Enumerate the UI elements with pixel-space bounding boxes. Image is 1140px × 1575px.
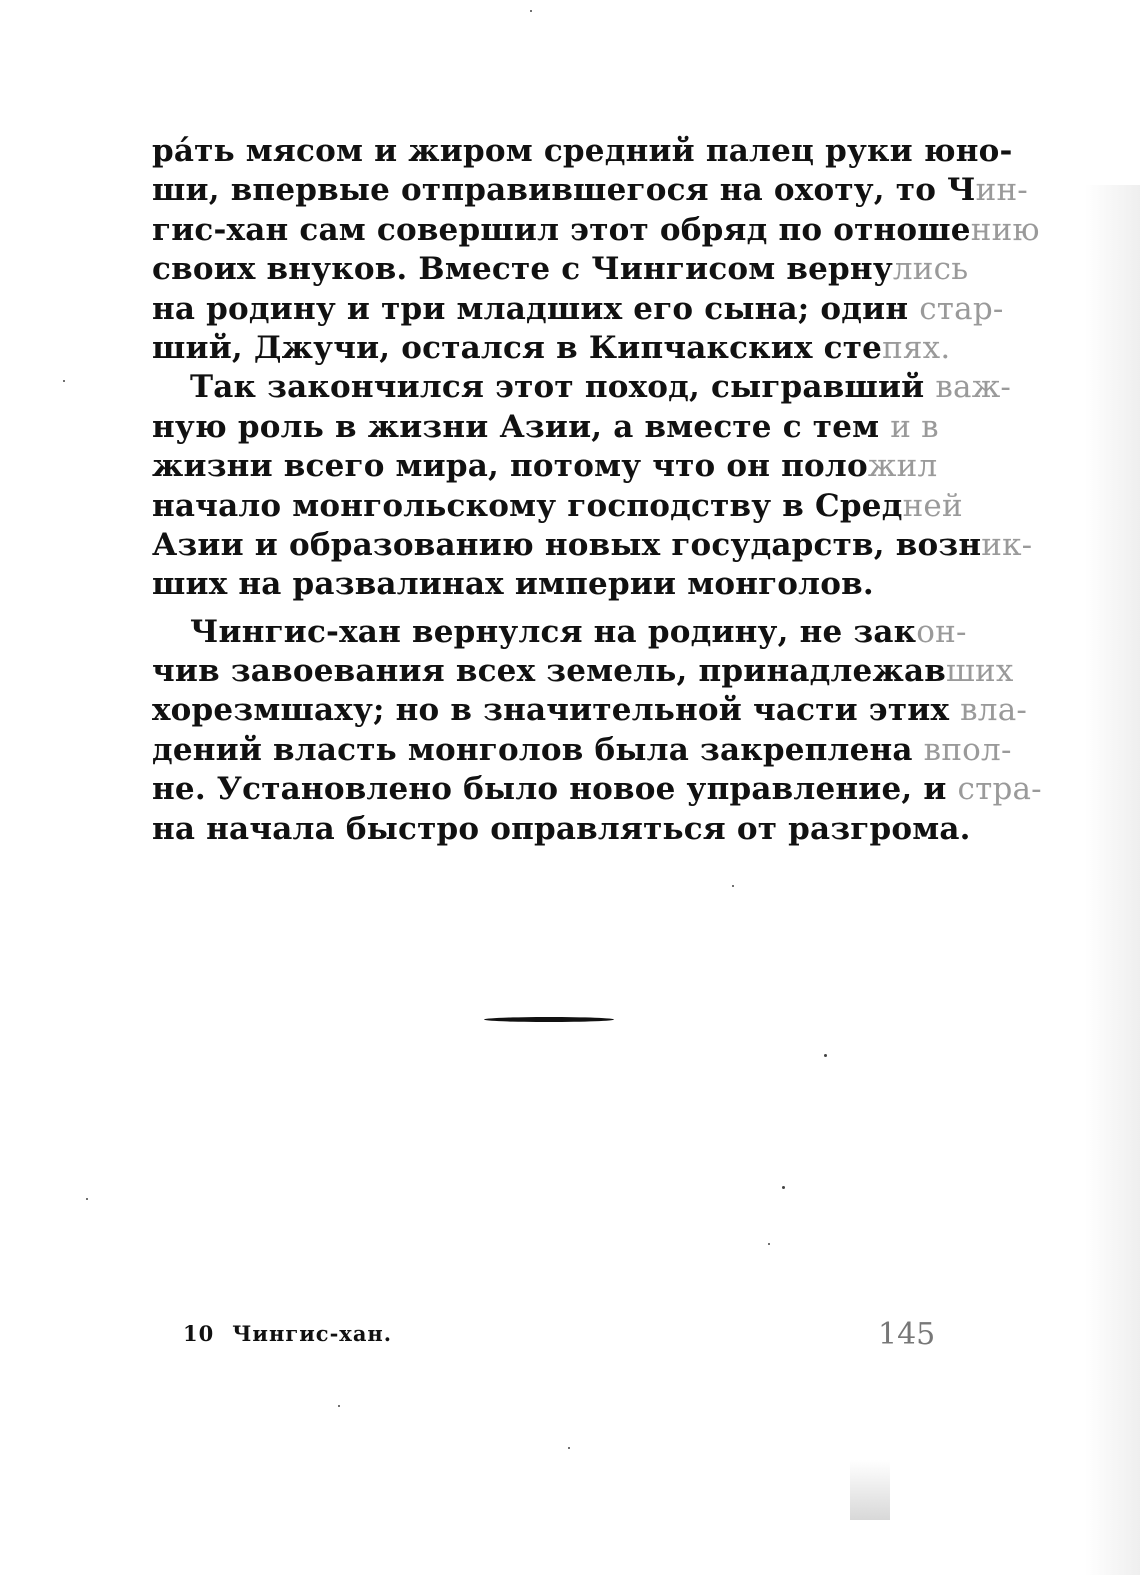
text-line-11: Азии и образованию новых государств, возник- bbox=[152, 526, 1033, 563]
text-line-12: ших на развалинах империи монголов. bbox=[152, 566, 874, 603]
scan-speck bbox=[782, 1186, 785, 1189]
scan-speck bbox=[63, 380, 65, 382]
signature-title: Чингис-хан. bbox=[232, 1321, 393, 1346]
signature-mark bbox=[183, 1321, 392, 1346]
text-line-3: гис-хан сам совершил этот обряд по отношению bbox=[152, 211, 1040, 248]
text-line-4: своих внуков. Вместе с Чингисом вернулись bbox=[152, 251, 969, 288]
scan-speck bbox=[530, 10, 532, 12]
text-line-17: не. Установлено было новое управление, и стра- bbox=[152, 771, 1042, 808]
text-line-2: ши, впервые отправившегося на охоту, то Чин- bbox=[152, 172, 1028, 209]
chapter-end-rule bbox=[484, 1017, 614, 1022]
scan-speck bbox=[824, 1054, 827, 1057]
text-line-16: дений власть монголов была закреплена впол- bbox=[152, 731, 1012, 768]
scan-speck bbox=[86, 1198, 88, 1200]
signature-number: 10 bbox=[183, 1321, 215, 1346]
text-line-5: на родину и три младших его сына; один стар- bbox=[152, 290, 1004, 327]
scan-speck bbox=[732, 885, 734, 887]
text-line-15: хорезмшаху; но в значительной части этих вла- bbox=[152, 692, 1028, 729]
text-line-7: Так закончился этот поход, сыгравший важ- bbox=[190, 369, 1012, 406]
text-line-6: ший, Джучи, остался в Кипчакских степях. bbox=[152, 329, 951, 366]
scan-edge-shadow bbox=[1085, 185, 1140, 1575]
text-line-9: жизни всего мира, потому что он положил bbox=[152, 448, 938, 485]
text-line-1: ра́ть мясом и жиром средний палец руки юно- bbox=[152, 133, 1013, 169]
text-line-10: начало монгольскому господству в Средней bbox=[152, 487, 963, 524]
body-text bbox=[152, 132, 1042, 849]
paragraph-gap bbox=[152, 605, 934, 613]
scan-edge-shadow-bottom bbox=[850, 1460, 890, 1520]
scan-speck bbox=[338, 1405, 340, 1407]
text-line-18: на начала быстро оправляться от разгрома. bbox=[152, 810, 971, 847]
scan-speck bbox=[768, 1243, 770, 1245]
text-line-14: чив завоевания всех земель, принадлежавших bbox=[152, 653, 1014, 690]
text-line-8: ную роль в жизни Азии, а вместе с тем и в bbox=[152, 408, 939, 445]
page-number: 145 bbox=[878, 1317, 936, 1352]
scan-speck bbox=[568, 1447, 570, 1449]
text-line-13: Чингис-хан вернулся на родину, не закон- bbox=[190, 613, 967, 650]
